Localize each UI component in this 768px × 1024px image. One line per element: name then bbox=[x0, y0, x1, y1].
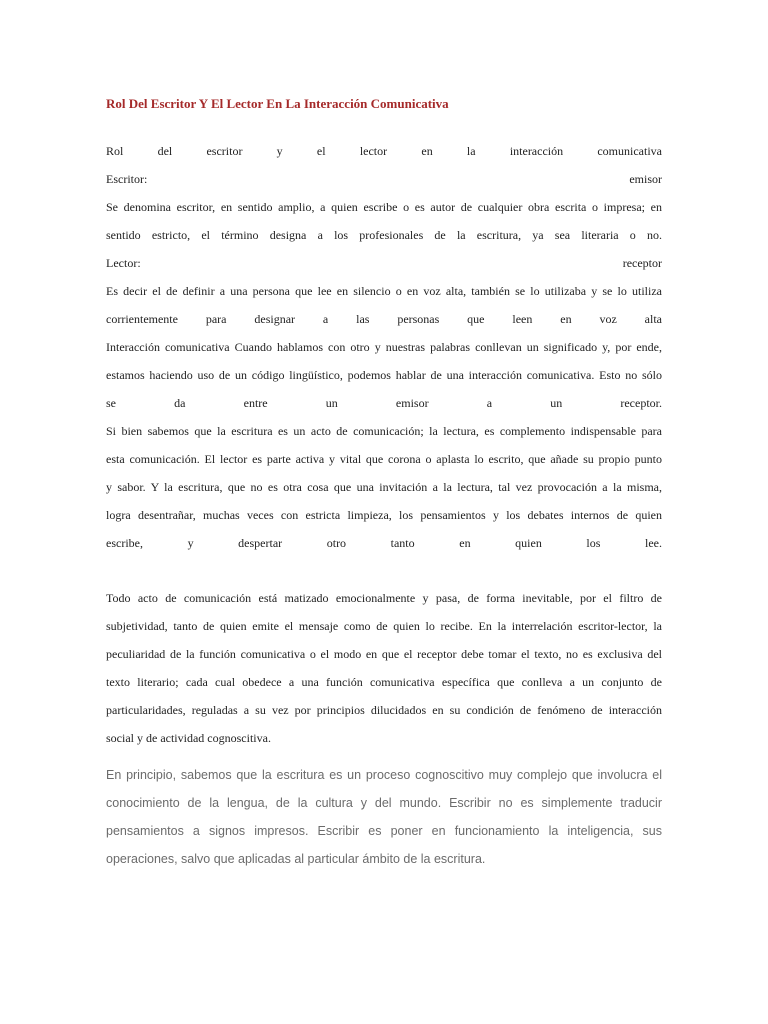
body-line: conocimiento de la lengua, de la cultura y del mundo. Escribir no es simplemente traducir bbox=[106, 796, 662, 810]
body-line: texto literario; cada cual obedece a una función comunicativa específica que conlleva a un conjunto de bbox=[106, 675, 662, 689]
body-line: Lector: receptor bbox=[106, 256, 662, 270]
body-line: logra desentrañar, muchas veces con estricta limpieza, los pensamientos y los debates internos de quien bbox=[106, 508, 662, 522]
body-line: se da entre un emisor a un receptor. bbox=[106, 396, 662, 410]
body-line: pensamientos a signos impresos. Escribir es poner en funcionamiento la inteligencia, sus bbox=[106, 824, 662, 838]
body-line: y sabor. Y la escritura, que no es otra cosa que una invitación a la lectura, tal vez provocación a la misma, bbox=[106, 480, 662, 494]
body-line: Todo acto de comunicación está matizado emocionalmente y pasa, de forma inevitable, por el filtro de bbox=[106, 591, 662, 605]
body-line: subjetividad, tanto de quien emite el mensaje como de quien lo recibe. En la interrelación escritor-lector, la bbox=[106, 619, 662, 633]
body-line: Rol del escritor y el lector en la interacción comunicativa bbox=[106, 144, 662, 158]
body-line: Se denomina escritor, en sentido amplio, a quien escribe o es autor de cualquier obra escrita o impresa; en bbox=[106, 200, 662, 214]
body-line: social y de actividad cognoscitiva. bbox=[106, 731, 271, 745]
body-line: peculiaridad de la función comunicativa o el modo en que el receptor debe tomar el texto, no es exclusiva del bbox=[106, 647, 662, 661]
body-line: particularidades, reguladas a su vez por principios dilucidados en su condición de fenómeno de interacción bbox=[106, 703, 662, 717]
body-line: operaciones, salvo que aplicadas al particular ámbito de la escritura. bbox=[106, 852, 486, 866]
body-line: escribe, y despertar otro tanto en quien los lee. bbox=[106, 536, 662, 550]
body-line: sentido estricto, el término designa a los profesionales de la escritura, ya sea literaria o no. bbox=[106, 228, 662, 242]
body-line: esta comunicación. El lector es parte activa y vital que corona o aplasta lo escrito, que añade su propio punto bbox=[106, 452, 662, 466]
body-line: Es decir el de definir a una persona que lee en silencio o en voz alta, también se lo utilizaba y se lo utiliza bbox=[106, 284, 662, 298]
body-line: estamos haciendo uso de un código lingüístico, podemos hablar de una interacción comunicativa. Esto no sólo bbox=[106, 368, 662, 382]
document-title: Rol Del Escritor Y El Lector En La Interacción Comunicativa bbox=[106, 96, 449, 111]
body-line: Escritor: emisor bbox=[106, 172, 662, 186]
body-line: Interacción comunicativa Cuando hablamos con otro y nuestras palabras conllevan un significado y, por ende, bbox=[106, 340, 662, 354]
body-line: corrientemente para designar a las personas que leen en voz alta bbox=[106, 312, 662, 326]
body-line: Si bien sabemos que la escritura es un acto de comunicación; la lectura, es complemento indispensable para bbox=[106, 424, 662, 438]
body-line: En principio, sabemos que la escritura es un proceso cognoscitivo muy complejo que involucra el bbox=[106, 768, 662, 782]
